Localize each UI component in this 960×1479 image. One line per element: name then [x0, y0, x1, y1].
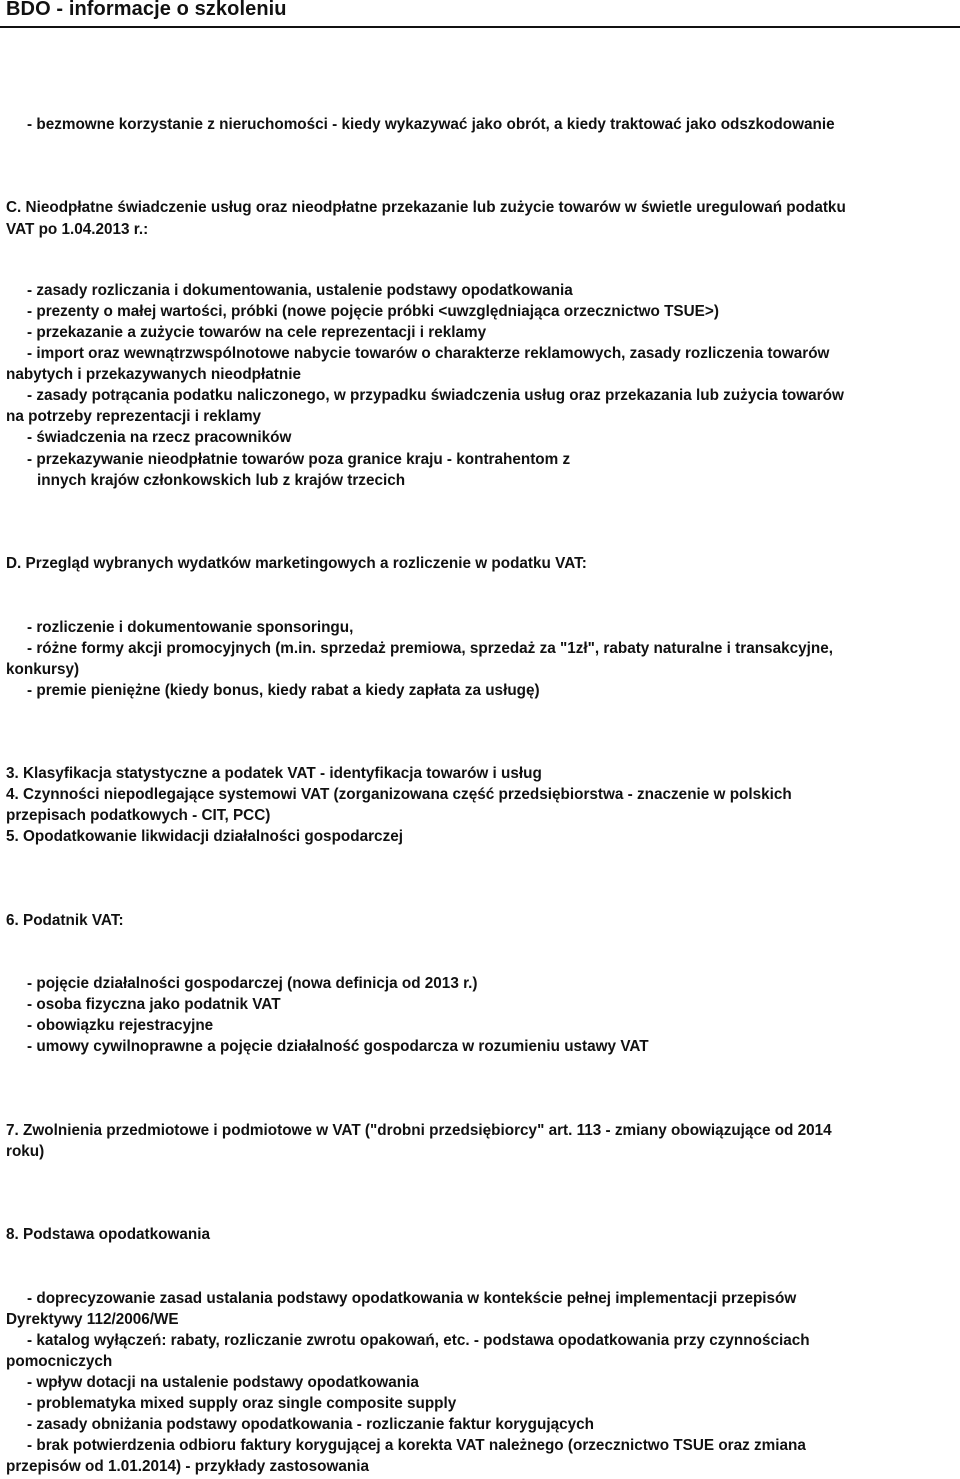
document-title: BDO - informacje o szkoleniu — [6, 0, 287, 20]
bullet-line: - brak potwierdzenia odbioru faktury korygującej a korekta VAT należnego (orzecznictwo TSUE oraz zmiana — [27, 1437, 806, 1454]
text-line: 5. Opodatkowanie likwidacji działalności gospodarczej — [6, 828, 403, 845]
bullet-line: - przekazanie a zużycie towarów na cele reprezentacji i reklamy — [27, 324, 487, 341]
bullet-line: - bezmowne korzystanie z nieruchomości - kiedy wykazywać jako obrót, a kiedy traktować jako odszkodowanie — [27, 116, 835, 133]
bullet-line: - umowy cywilnoprawne a pojęcie działalność gospodarcza w rozumieniu ustawy VAT — [27, 1038, 649, 1055]
text-line: 3. Klasyfikacja statystyczne a podatek VAT - identyfikacja towarów i usług — [6, 765, 542, 782]
bullet-line: - różne formy akcji promocyjnych (m.in. sprzedaż premiowa, sprzedaż za "1zł", rabaty naturalne i transakcyjne, — [27, 640, 833, 657]
bullet-line: - prezenty o małej wartości, próbki (nowe pojęcie próbki <uwzględniająca orzecznictwo TSUE>) — [27, 303, 719, 320]
text-line: przepisów od 1.01.2014) - przykłady zastosowania — [6, 1458, 370, 1475]
text-line: VAT po 1.04.2013 r.: — [6, 221, 149, 238]
bullet-line: - zasady potrącania podatku naliczonego, w przypadku świadczenia usług oraz przekazania lub zużycia towarów — [27, 387, 844, 404]
text-line: nabytych i przekazywanych nieodpłatnie — [6, 366, 301, 383]
bullet-line: - przekazywanie nieodpłatnie towarów poza granice kraju - kontrahentom z — [27, 451, 571, 468]
bullet-line: - doprecyzowanie zasad ustalania podstawy opodatkowania w kontekście pełnej implementacji przepisów — [27, 1290, 797, 1307]
text-line: przepisach podatkowych - CIT, PCC) — [6, 807, 271, 824]
bullet-line: - osoba fizyczna jako podatnik VAT — [27, 996, 281, 1013]
text-line: innych krajów członkowskich lub z krajów trzecich — [37, 472, 406, 489]
text-line: Dyrektywy 112/2006/WE — [6, 1311, 179, 1328]
bullet-line: - zasady obniżania podstawy opodatkowania - rozliczanie faktur korygujących — [27, 1416, 594, 1433]
text-line: D. Przegląd wybranych wydatków marketingowych a rozliczenie w podatku VAT: — [6, 555, 587, 572]
bullet-line: - świadczenia na rzecz pracowników — [27, 429, 292, 446]
bullet-line: - obowiązku rejestracyjne — [27, 1017, 214, 1034]
bullet-line: - zasady rozliczania i dokumentowania, ustalenie podstawy opodatkowania — [27, 282, 573, 299]
text-line: konkursy) — [6, 661, 80, 678]
text-line: pomocniczych — [6, 1353, 113, 1370]
title-underline — [0, 26, 960, 28]
bullet-line: - rozliczenie i dokumentowanie sponsoringu, — [27, 619, 354, 636]
bullet-line: - pojęcie działalności gospodarczej (nowa definicja od 2013 r.) — [27, 975, 478, 992]
text-line: na potrzeby reprezentacji i reklamy — [6, 408, 262, 425]
text-line: 7. Zwolnienia przedmiotowe i podmiotowe w VAT ("drobni przedsiębiorcy" art. 113 - zmiany obowiązujące od 2014 — [6, 1122, 832, 1139]
bullet-line: - problematyka mixed supply oraz single composite supply — [27, 1395, 457, 1412]
bullet-line: - premie pieniężne (kiedy bonus, kiedy rabat a kiedy zapłata za usługę) — [27, 682, 540, 699]
text-line: 4. Czynności niepodlegające systemowi VAT (zorganizowana część przedsiębiorstwa - znaczenie w polskich — [6, 786, 792, 803]
bullet-line: - katalog wyłączeń: rabaty, rozliczanie zwrotu opakowań, etc. - podstawa opodatkowania przy czynnościach — [27, 1332, 810, 1349]
text-line: C. Nieodpłatne świadczenie usług oraz nieodpłatne przekazanie lub zużycie towarów w świetle uregulowań podatku — [6, 199, 846, 216]
text-line: 8. Podstawa opodatkowania — [6, 1226, 210, 1243]
text-line: 6. Podatnik VAT: — [6, 912, 124, 929]
bullet-line: - import oraz wewnątrzwspólnotowe nabycie towarów o charakterze reklamowych, zasady rozliczenia towarów — [27, 345, 830, 362]
text-line: roku) — [6, 1143, 45, 1160]
bullet-line: - wpływ dotacji na ustalenie podstawy opodatkowania — [27, 1374, 419, 1391]
